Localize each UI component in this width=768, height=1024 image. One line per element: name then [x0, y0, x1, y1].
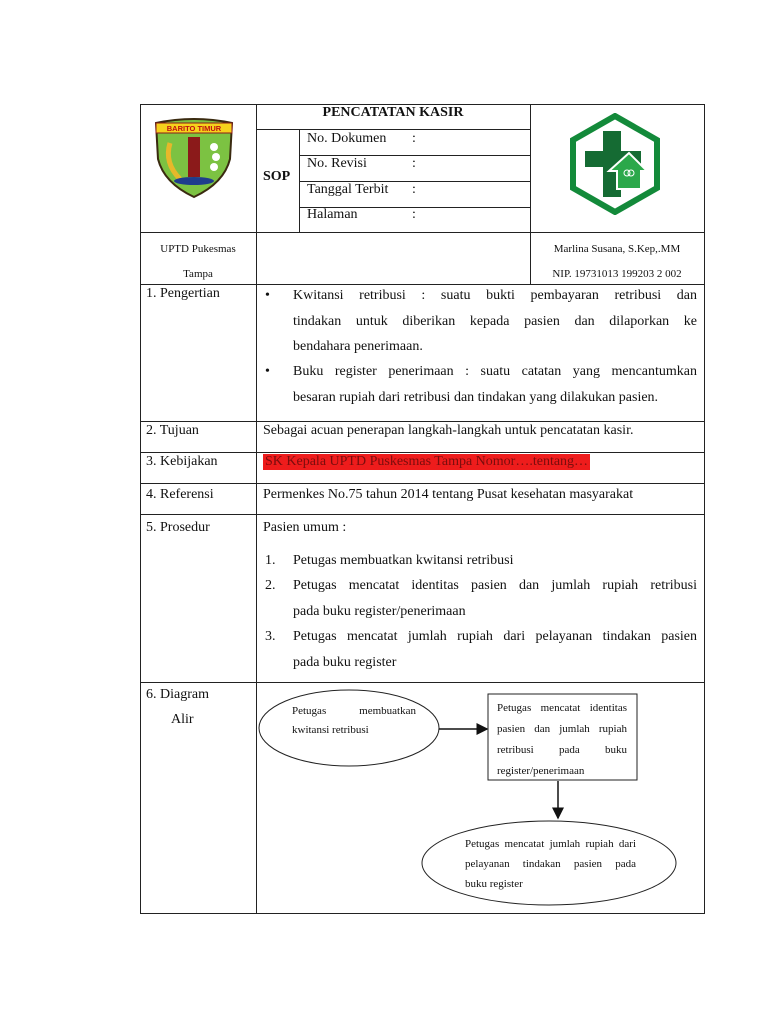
text-line: Petugas mencatat identitas [497, 702, 627, 714]
sop-label: SOP [263, 169, 291, 184]
divider [299, 129, 300, 232]
table-border [140, 104, 141, 914]
field-halaman: Halaman [307, 207, 358, 222]
text-line: Petugas mencatat jumlah rupiah dari pelayanan tindakan pasien [293, 629, 697, 644]
field-sep: : [412, 131, 416, 146]
org-line: Tampa [183, 268, 213, 280]
flow-node-3-text [465, 834, 636, 894]
text-line: Petugas mencatat identitas pasien dan jumlah rupiah retribusi [293, 578, 697, 593]
table-border [140, 913, 705, 914]
flow-node-1-text [292, 702, 416, 740]
org-line: UPTD Pukesmas [160, 243, 236, 255]
text-line: kwitansi retribusi [292, 724, 369, 736]
barito-timur-emblem [150, 113, 238, 199]
definition-buku-register [293, 359, 697, 410]
text-line: Petugas membuatkan [292, 705, 416, 717]
bullet: • [265, 288, 270, 303]
divider [140, 514, 705, 515]
field-no-dokumen: No. Dokumen [307, 131, 387, 146]
emblem-banner-text: BARITO TIMUR [166, 124, 222, 133]
text-line: pelayanan tindakan pasien pada [465, 858, 636, 870]
prosedur-intro: Pasien umum : [263, 520, 347, 535]
field-no-revisi: No. Revisi [307, 156, 367, 171]
text-line: Buku register penerimaan : suatu catatan yang mencantumkan [293, 364, 697, 379]
step-number: 3. [265, 629, 276, 644]
puskesmas-logo [569, 113, 661, 215]
divider [140, 483, 705, 484]
field-sep: : [412, 207, 416, 222]
field-sep: : [412, 156, 416, 171]
text-line: register/penerimaan [497, 765, 585, 777]
text-line: bendahara penerimaan. [293, 339, 423, 354]
section-label-diagram: 6. Diagram [146, 687, 209, 702]
field-sep: : [412, 182, 416, 197]
table-border [704, 104, 705, 914]
text-line: buku register [465, 878, 523, 890]
field-tanggal-terbit: Tanggal Terbit [307, 182, 389, 197]
text-line: Petugas mencatat jumlah rupiah dari [465, 838, 636, 850]
procedure-step [293, 624, 697, 675]
divider [140, 232, 705, 233]
org-name [140, 237, 256, 287]
text-line: besaran rupiah dari retribusi dan tindakan yang dilakukan pasien. [293, 389, 659, 405]
tujuan-text: Sebagai acuan penerapan langkah-langkah untuk pencatatan kasir. [263, 423, 634, 438]
step-number: 2. [265, 578, 276, 593]
section-label-pengertian: 1. Pengertian [146, 286, 220, 301]
section-label-diagram-2: Alir [171, 712, 194, 727]
section-label-kebijakan: 3. Kebijakan [146, 454, 218, 469]
step-number: 1. [265, 553, 276, 568]
signer [530, 237, 704, 287]
signer-name: Marlina Susana, S.Kep,.MM [553, 243, 681, 255]
divider [140, 421, 705, 422]
text-line: Kwitansi retribusi : suatu bukti pembayaran retribusi dan [293, 288, 697, 303]
divider [256, 129, 530, 130]
definition-kwitansi [293, 283, 697, 360]
signer-nip: NIP. 19731013 199203 2 002 [552, 268, 682, 280]
text-line: tindakan untuk diberikan kepada pasien dan dilaporkan ke [293, 313, 697, 329]
document-title: PENCATATAN KASIR [322, 105, 464, 120]
text-line: pasien dan jumlah rupiah [497, 723, 627, 735]
text-line: Petugas membuatkan kwitansi retribusi [293, 553, 514, 568]
bullet: • [265, 364, 270, 379]
text-line: pada buku register/penerimaan [293, 603, 466, 619]
text-line: retribusi pada buku [497, 744, 627, 756]
section-label-referensi: 4. Referensi [146, 487, 214, 502]
procedure-step [293, 548, 697, 574]
flow-node-2-text [497, 698, 627, 782]
procedure-step [293, 573, 697, 624]
section-label-prosedur: 5. Prosedur [146, 520, 210, 535]
kebijakan-text: SK Kepala UPTD Puskesmas Tampa Nomor….tentang… [265, 454, 589, 469]
referensi-text: Permenkes No.75 tahun 2014 tentang Pusat kesehatan masyarakat [263, 487, 634, 502]
section-label-tujuan: 2. Tujuan [146, 423, 199, 438]
divider [140, 452, 705, 453]
text-line: pada buku register [293, 654, 397, 670]
